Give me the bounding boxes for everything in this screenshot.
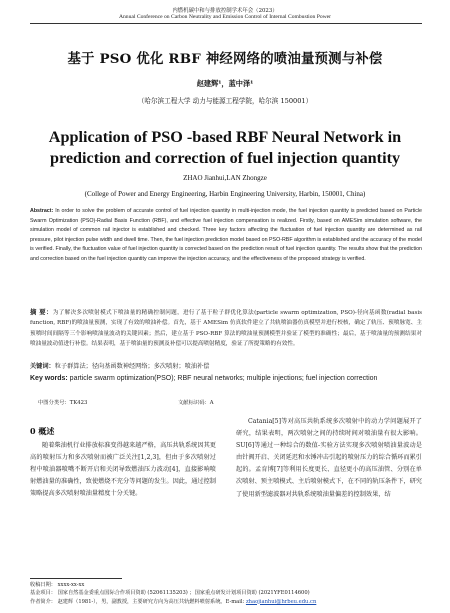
paper-title-en-line2: prediction and correction of fuel injection quantity: [49, 149, 401, 167]
affiliation-en: (College of Power and Energy Engineering, Harbin Engineering University, Harbin, 150001, China): [84, 190, 366, 198]
keywords-cn-label: 关键词：: [30, 363, 55, 370]
authors-en: ZHAO Jianhui,LAN Zhongze: [183, 174, 267, 182]
keywords-en-text: particle swarm optimization(PSO); RBF neural networks; multiple injections; fuel injection correction: [67, 375, 378, 382]
footnotes: [30, 581, 422, 606]
paper-title-cn: 基于 PSO 优化 RBF 神经网络的喷油量预测与补偿: [67, 51, 383, 67]
conference-header-en: Annual Conference on Carbon Neutrality and Emission Control of Internal Combustion Power: [118, 14, 332, 20]
right-column-text: Catania[5]等对高压共轨系统多次喷射中的动力学问题展开了研究，结果表明，两次喷射之间的持续时间对喷油量有很大影响。SU[6]等通过一种综合的数值-实验方法实现多次喷射喷油量波动是由针阀开启、关闭延迟和水锤冲击引起的喷射压力的综合循环而累引起的。孟育博[7]等利用长度更长、直径更小的高压油管、分别在单次喷射、预主喷模式、主后喷射模式下，在不同的轨压条件下，研究了使用新型滤波器对共轨系统喷油量偏差的控制效果，结: [236, 418, 422, 498]
keywords-cn-text: 粒子群算法；径向基函数神经网络；多次喷射；喷油补偿: [54, 363, 210, 370]
doc-code-label: 文献标识码：: [178, 400, 210, 406]
abstract-en-text: In order to solve the problem of accurate control of fuel injection quantity in multi-injection mode, the fuel injection quantity is predicted based on Particle Swarm Optimization (PSO)-Radial Basis Function (RBF), and effective fuel injection compensation is realized. Firstly, based on AMESim simulation software, the simulation model of common rail injector is established and checked. Three key factors affecting the fluctuation of fuel injection quantity are determined as rail pressure, pilot injection pulse width and dwell time. Then, the fuel injection prediction model based on PSO-RBF algorithm is established and the accuracy of the model is verified. Finally, the fluctuation value of fuel injection quantity is corrected based on the prediction result of fuel injection quantity. The results show that the prediction and correction based on the fuel injection quantity can improve the injection accuracy, and the effectiveness of the proposed strategy is verified.: [30, 208, 422, 262]
abstract-en: [30, 207, 422, 265]
clc-number: [38, 398, 87, 406]
header-rule: [30, 23, 422, 24]
paper-title-en-line1: Application of PSO -based RBF Neural Network in: [48, 128, 402, 146]
clc-label: 中图分类号：: [38, 400, 70, 406]
author-bio-text: 作者简介： 赵建辉（1981-），男，副教授，主要研究方向为高压共轨燃料喷射系统。E-mail:: [30, 598, 246, 605]
fund-project: 基金项目： 国家自然基金委重点国际合作项目资助 (52061135203) ；国家重点研发计划项目资助 (2021YFE0114600): [30, 590, 310, 597]
keywords-en: [30, 374, 422, 384]
section-heading: 0 概述: [30, 426, 55, 436]
author-bio: [30, 598, 422, 606]
abstract-en-label: Abstract:: [30, 208, 54, 214]
abstract-cn: [30, 307, 422, 350]
abstract-cn-text: 为了解决多次喷射模式下喷油量的精确控制问题，进行了基于粒子群优化算法(particle swarm optimization, PSO)-径向基函数(radial basis function, RBF)的喷油量预测，实现了有效的喷油补偿。首先，基于 AMESim 仿真软件建立了共轨喷油器仿真模型并进行校核，确定了轨压、预喷脉宽、主预喷时间间隔等三个影响喷油量波动的关键因素；然后，建立基于 PSO-RBF 算法的喷油量预测模型并验证了模型的准确性；最后，基于喷油量的预测结果对喷油量波动值进行补偿。结果表明，基于喷油量的预测及补偿可以提高喷射精度，验证了所提策略的有效性。: [30, 310, 422, 348]
document-code: [178, 398, 214, 406]
doc-code-value: A: [209, 400, 214, 406]
keywords-en-label: Key words:: [30, 375, 68, 382]
keywords-cn: [30, 362, 422, 372]
conference-header-cn: 内燃机碳中和与排放控制学术年会（2023）: [172, 8, 278, 14]
authors-cn: 赵建辉¹，蓝中泽¹: [196, 79, 254, 88]
abstract-cn-label: 摘 要：: [30, 308, 53, 316]
affiliation-cn: （哈尔滨工程大学 动力与能源工程学院，哈尔滨 150001）: [137, 97, 313, 105]
footnote-rule: [30, 578, 122, 579]
left-column-text: 随着柴油机行业排放标准变得越来越严格，高压共轨系统因其更高的喷射压力和多次喷射而被广泛关注[1,2,3]，但由于多次喷射过程中喷油器喷嘴不断开启和关闭导致燃油压力波动[4]，直接影响喷射燃油量的准确性，致使燃烧不充分等问题的发生。因此，通过控制策略提高多次喷射喷油量精度十分关键。: [30, 442, 216, 498]
author-email-link[interactable]: zhaojianhui@hrbeu.edu.cn: [245, 598, 317, 605]
clc-value: TK423: [69, 400, 88, 406]
received-date: 收稿日期： xxxx-xx-xx: [30, 582, 85, 588]
